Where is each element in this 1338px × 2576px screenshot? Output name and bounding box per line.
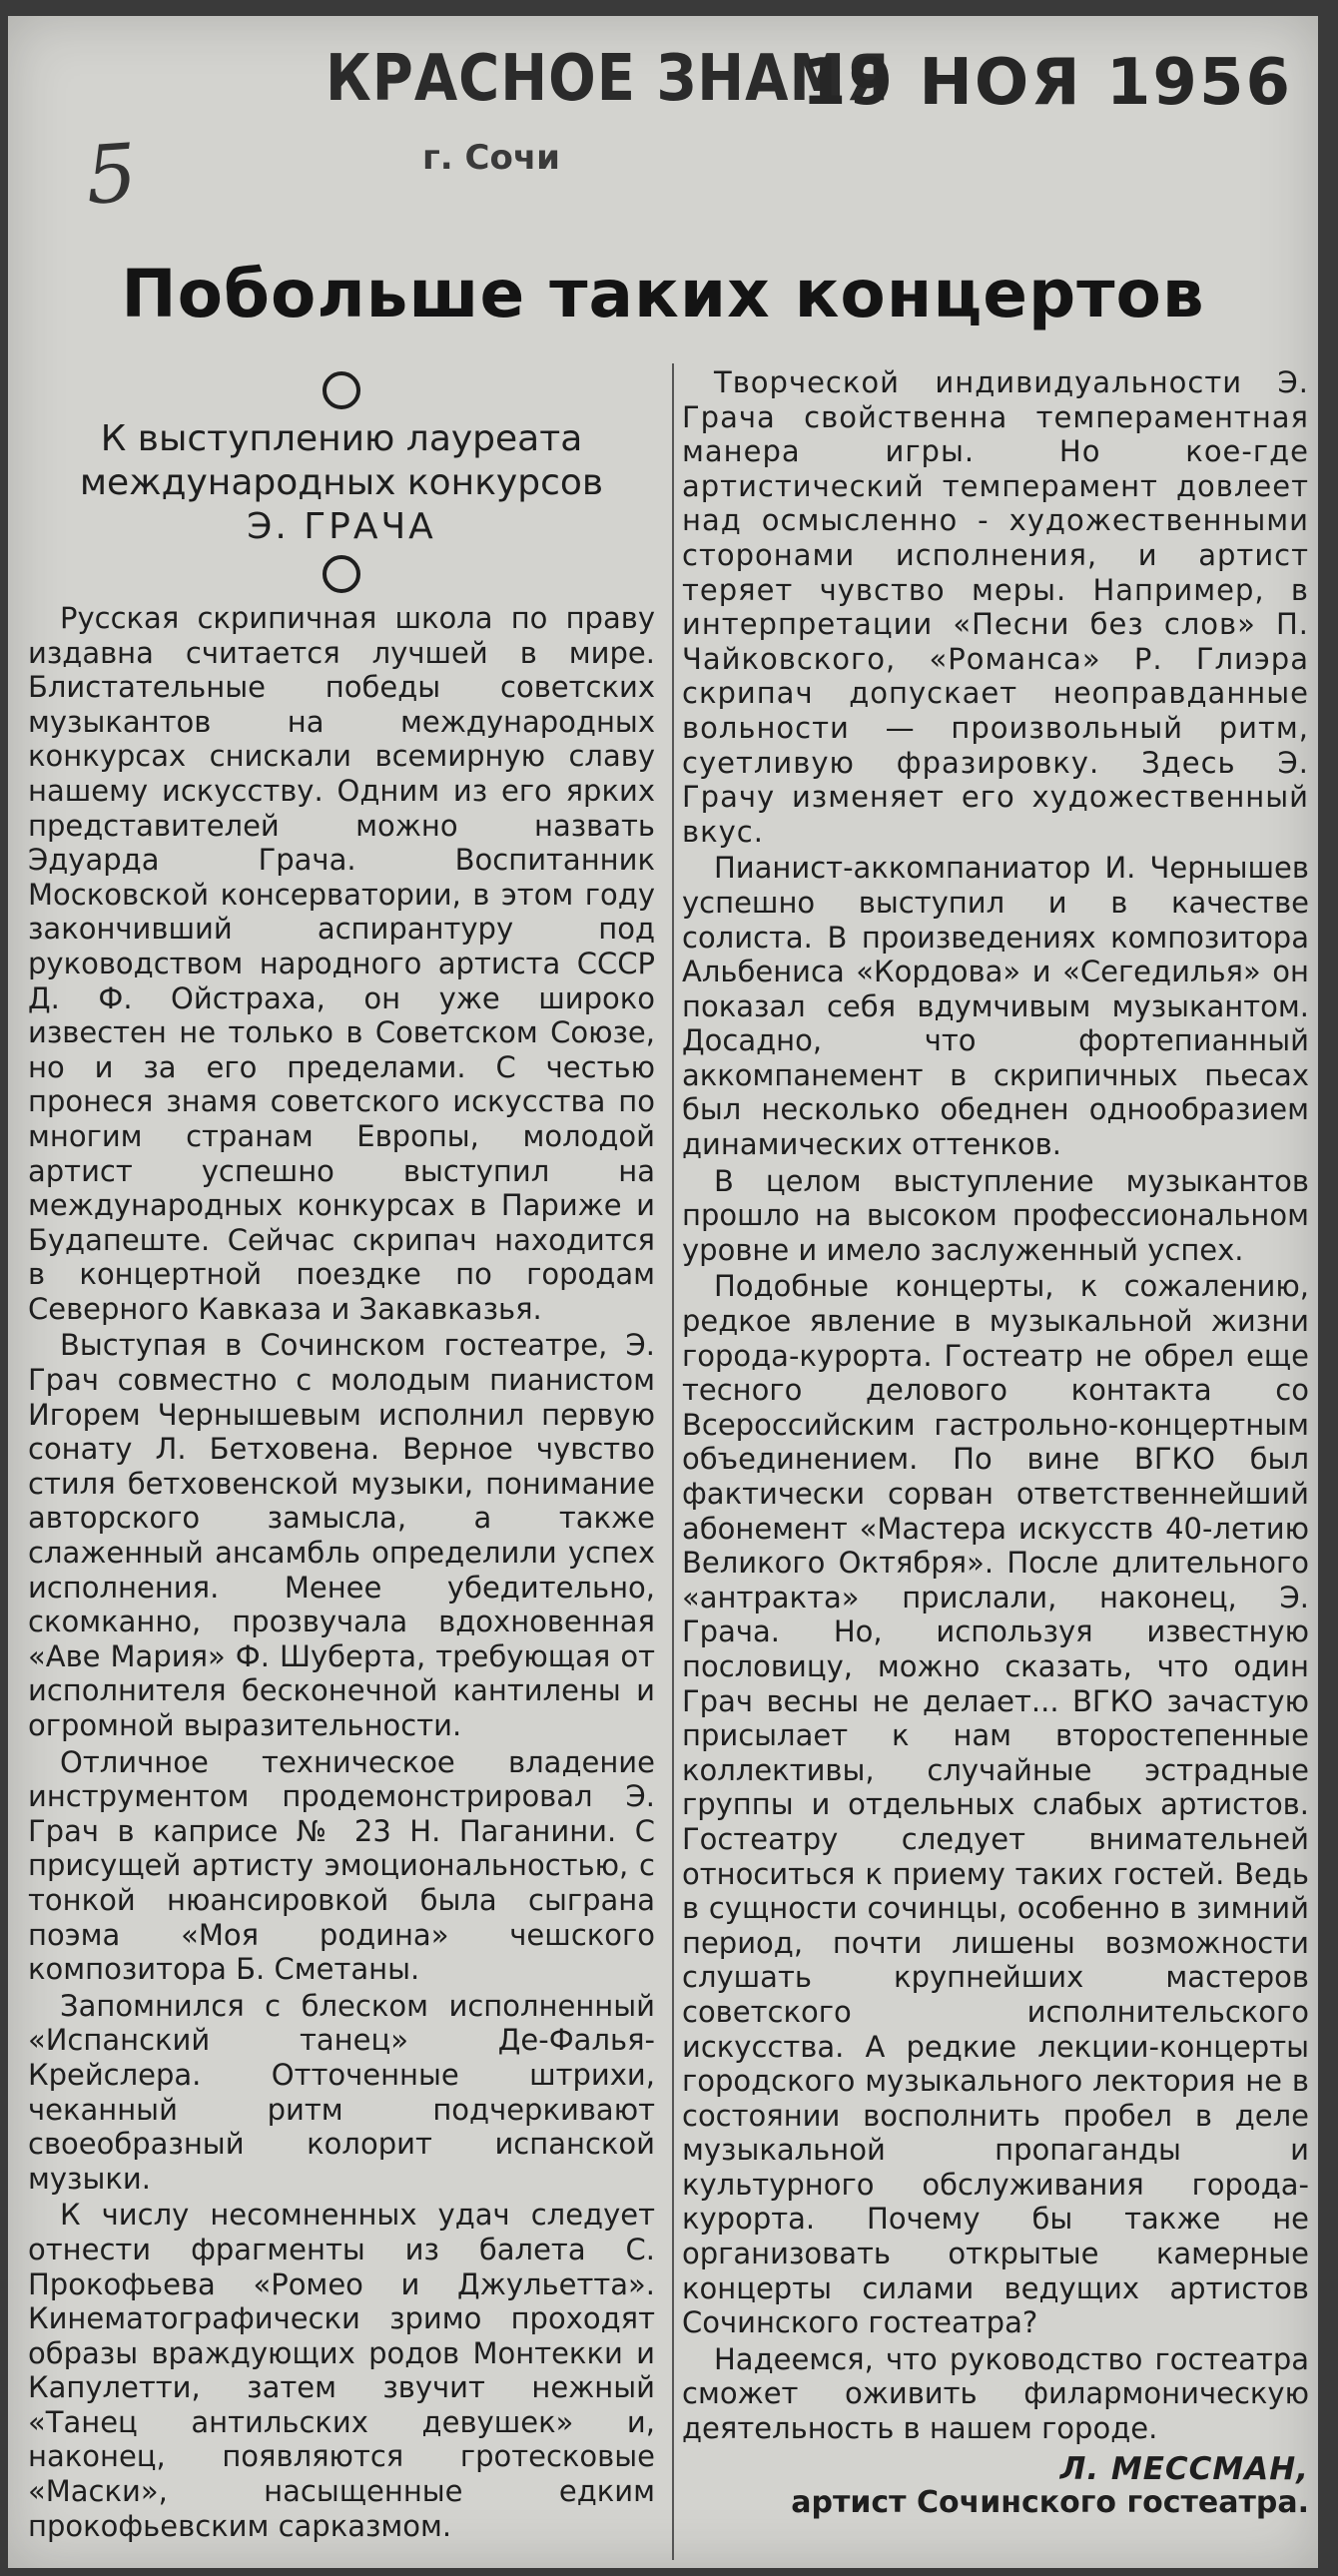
handwritten-page-number: 5 bbox=[82, 126, 141, 223]
subtitle-name: Э. ГРАЧА bbox=[247, 506, 436, 547]
paragraph: К числу несомненных удач следует отнести фрагменты из балета С. Прокофьева «Ромео и Джульетта». Кинематографически зримо проходят образы враждующих родов Монтекки и Капулетти, затем звучит нежный «Танец антильских девушек» и, наконец, появляются гротесковые «Маски», насыщенные едким прокофьевским сарказмом. bbox=[28, 2198, 655, 2543]
date-stamp: 19 НОЯ 1956 bbox=[802, 46, 1292, 120]
subtitle-line: международных конкурсов bbox=[79, 462, 604, 503]
paragraph: Выступая в Сочинском гостеатре, Э. Грач совместно с молодым пианистом Игорем Чернышевым исполнил первую сонату Л. Бетховена. Верное чувство стиля бетховенской музыки, понимание авторского замысла, а также слаженный ансамбль определили успех исполнения. Менее убедительно, скомканно, прозвучала вдохновенная «Аве Мария» Ф. Шуберта, требующая от исполнителя бесконечной кантилены и огромной выразительности. bbox=[28, 1328, 655, 1742]
paragraph: Запомнился с блеском исполненный «Испанский танец» Де-Фалья-Крейслера. Отточенные штрихи, чеканный ритм подчеркивают своеобразный колорит испанской музыки. bbox=[28, 1988, 655, 2196]
newspaper-name-stamp: КРАСНОЕ ЗНАМЯ bbox=[326, 41, 891, 116]
author-affiliation: артист Сочинского гостеатра. bbox=[791, 2485, 1309, 2521]
paragraph: Подобные концерты, к сожалению, редкое явление в музыкальной жизни города-курорта. Гостеатр не обрел еще тесного делового контакта со Всероссийским гастрольно-концертным объединением. По вине ВГКО был фактически сорван ответственнейший абонемент «Мастера искусств 40-летию Великого Октября». После длительного «антракта» прислали, наконец, Э. Грача. Но, используя известную пословицу, можно сказать, что один Грач весны не делает... ВГКО зачастую присылает к нам второстепенные коллективы, случайные эстрадные группы и отдельных слабых артистов. Гостеатру следует внимательней относиться к приему таких гостей. Ведь в сущности сочинцы, особенно в зимний период, почти лишены возможности слушать крупнейших мастеров советского исполнительского искусства. А редкие лекции-концерты городского музыкального лектория не в состоянии восполнить пробел в деле музыкальной пропаганды и культурного обслуживания города-курорта. Почему бы также не организовать открытые камерные концерты силами ведущих артистов Сочинского гостеатра? bbox=[682, 1269, 1309, 2340]
paragraph: Надеемся, что руководство гостеатра сможет оживить филармоническую деятельность в нашем городе. bbox=[682, 2341, 1309, 2446]
paragraph: Русская скрипичная школа по праву издавна считается лучшей в мире. Блистательные победы советских музыкантов на международных конкурсах снискали всемирную славу нашему искусству. Одним из его ярких представителей можно назвать Эдуарда Грача. Воспитанник Московской консерватории, в этом году закончивший аспирантуру под руководством народного артиста СССР Д. Ф. Ойстраха, он уже широко известен не только в Советском Союзе, но и за его пределами. С честью пронеся знамя советского искусства по многим странам Европы, молодой артист успешно выступил на международных конкурсах в Париже и Будапеште. Сейчас скрипач находится в концертной поездке по городам Северного Кавказа и Закавказья. bbox=[28, 601, 655, 1326]
article-headline: Побольше таких концертов bbox=[121, 256, 1205, 332]
column-divider bbox=[672, 363, 674, 2560]
article-subtitle bbox=[28, 417, 655, 549]
newspaper-clipping bbox=[8, 16, 1318, 2568]
right-column bbox=[682, 365, 1309, 2521]
paragraph: В целом выступление музыкантов прошло на высоком профессиональном уровне и имело заслуженный успех. bbox=[682, 1163, 1309, 1267]
left-column bbox=[28, 365, 655, 2545]
ornament-circle-icon bbox=[323, 371, 360, 409]
ornament-circle-icon bbox=[323, 555, 360, 593]
subtitle-line: К выступлению лауреата bbox=[100, 418, 583, 459]
city-stamp: г. Сочи bbox=[422, 138, 560, 178]
author-signature: Л. МЕССМАН, bbox=[1059, 2450, 1309, 2487]
paragraph: Творческой индивидуальности Э. Грача свойственна темпераментная манера игры. Но кое-где артистический темперамент довлеет над осмысленно - художественными сторонами исполнения, и артист теряет чувство меры. Например, в интерпретации «Песни без слов» П. Чайковского, «Романса» Р. Глиэра скрипач допускает неоправданные вольности — произвольный ритм, суетливую фразировку. Здесь Э. Грачу изменяет его художественный вкус. bbox=[682, 365, 1309, 849]
paragraph: Пианист-аккомпаниатор И. Чернышев успешно выступил и в качестве солиста. В произведениях композитора Альбениса «Кордова» и «Сегедилья» он показал себя вдумчивым музыкантом. Досадно, что фортепианный аккомпанемент в скрипичных пьесах был несколько обеднен однообразием динамических оттенков. bbox=[682, 851, 1309, 1162]
paragraph: Отличное техническое владение инструментом продемонстрировал Э. Грач в каприсе № 23 Н. Паганини. С присущей артисту эмоциональностью, с тонкой нюансировкой была сыграна поэма «Моя родина» чешского композитора Б. Сметаны. bbox=[28, 1744, 655, 1987]
